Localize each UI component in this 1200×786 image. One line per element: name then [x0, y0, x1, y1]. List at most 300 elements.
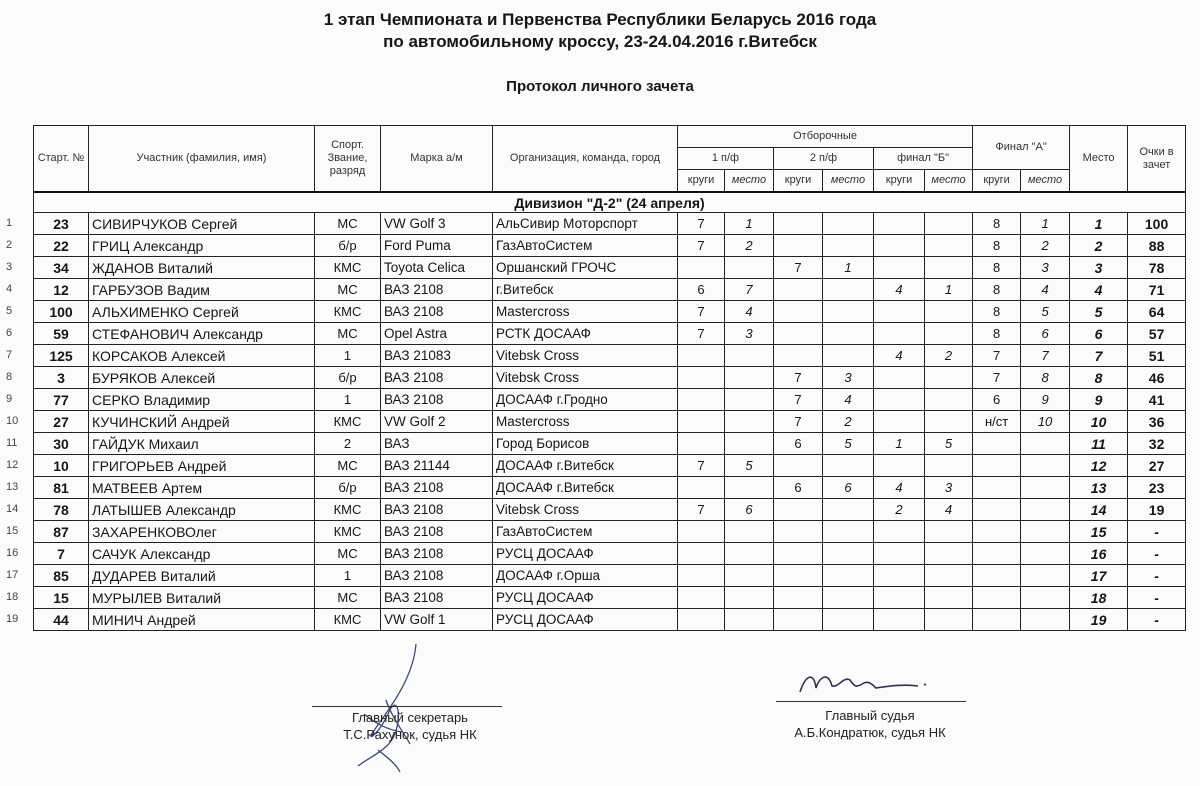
semi1-position: 7 — [725, 279, 774, 301]
organization: Mastercross — [493, 301, 678, 323]
car-model: ВАЗ 2108 — [381, 565, 493, 587]
finalb-position: 4 — [925, 499, 973, 521]
semi1-laps — [678, 587, 725, 609]
start-number: 77 — [34, 389, 89, 411]
semi1-laps — [678, 565, 725, 587]
sport-rank: 2 — [315, 433, 381, 455]
finalb-position — [925, 235, 973, 257]
semi1-position — [725, 367, 774, 389]
finalb-position: 3 — [925, 477, 973, 499]
finalb-laps — [874, 521, 925, 543]
semi1-position: 5 — [725, 455, 774, 477]
table-row — [34, 609, 1186, 631]
row-index: 6 — [6, 326, 13, 339]
points: 78 — [1128, 257, 1186, 279]
semi1-position: 1 — [725, 213, 774, 235]
organization: ГазАвтоСистем — [493, 235, 678, 257]
start-number: 10 — [34, 455, 89, 477]
chief-judge-signature — [792, 662, 962, 702]
participant-name: БУРЯКОВ Алексей — [89, 367, 315, 389]
start-number: 27 — [34, 411, 89, 433]
semi2-position: 6 — [823, 477, 874, 499]
semi2-position — [823, 213, 874, 235]
finala-position: 2 — [1021, 235, 1070, 257]
finalb-laps — [874, 257, 925, 279]
participant-name: МУРЫЛЕВ Виталий — [89, 587, 315, 609]
organization: Vitebsk Cross — [493, 367, 678, 389]
points: - — [1128, 609, 1186, 631]
points: 71 — [1128, 279, 1186, 301]
finala-laps — [973, 455, 1021, 477]
row-index: 18 — [6, 590, 19, 603]
row-index: 3 — [6, 260, 13, 273]
finalb-position — [925, 323, 973, 345]
finala-laps — [973, 433, 1021, 455]
sport-rank: МС — [315, 323, 381, 345]
sport-rank: КМС — [315, 257, 381, 279]
organization: ДОСААФ г.Гродно — [493, 389, 678, 411]
sport-rank: КМС — [315, 411, 381, 433]
finalb-laps: 4 — [874, 477, 925, 499]
finala-position — [1021, 499, 1070, 521]
semi2-laps — [774, 301, 823, 323]
semi1-position — [725, 433, 774, 455]
semi1-position: 6 — [725, 499, 774, 521]
participant-name: ЗАХАРЕНКОВОлег — [89, 521, 315, 543]
col-laps: круги — [874, 170, 925, 193]
participant-name: МАТВЕЕВ Артем — [89, 477, 315, 499]
place: 12 — [1070, 455, 1128, 477]
finalb-position: 2 — [925, 345, 973, 367]
finala-position — [1021, 565, 1070, 587]
participant-name: СИВИРЧУКОВ Сергей — [89, 213, 315, 235]
start-number: 22 — [34, 235, 89, 257]
finalb-position — [925, 367, 973, 389]
points: 41 — [1128, 389, 1186, 411]
semi2-laps — [774, 235, 823, 257]
sport-rank: б/р — [315, 477, 381, 499]
start-number: 15 — [34, 587, 89, 609]
semi2-laps — [774, 587, 823, 609]
place: 7 — [1070, 345, 1128, 367]
car-model: Opel Astra — [381, 323, 493, 345]
table-row — [34, 433, 1186, 455]
chief-judge-name: А.Б.Кондратюк, судья НК — [794, 725, 946, 740]
finalb-laps — [874, 565, 925, 587]
place: 17 — [1070, 565, 1128, 587]
participant-name: КОРСАКОВ Алексей — [89, 345, 315, 367]
finalb-laps — [874, 455, 925, 477]
finala-laps — [973, 499, 1021, 521]
semi2-laps — [774, 279, 823, 301]
semi1-laps — [678, 257, 725, 279]
finalb-laps: 4 — [874, 279, 925, 301]
participant-name: ГАРБУЗОВ Вадим — [89, 279, 315, 301]
place: 15 — [1070, 521, 1128, 543]
car-model: VW Golf 3 — [381, 213, 493, 235]
col-start-no: Старт. № — [34, 126, 89, 193]
finala-laps: 8 — [973, 257, 1021, 279]
start-number: 125 — [34, 345, 89, 367]
table-row — [34, 279, 1186, 301]
semi1-position: 3 — [725, 323, 774, 345]
col-semi-1: 1 п/ф — [678, 148, 774, 170]
semi1-position — [725, 389, 774, 411]
points: 100 — [1128, 213, 1186, 235]
col-semi-2: 2 п/ф — [774, 148, 874, 170]
points: 51 — [1128, 345, 1186, 367]
participant-name: ЛАТЫШЕВ Александр — [89, 499, 315, 521]
start-number: 78 — [34, 499, 89, 521]
car-model: ВАЗ 2108 — [381, 389, 493, 411]
row-index: 10 — [6, 414, 19, 427]
start-number: 3 — [34, 367, 89, 389]
semi2-laps — [774, 345, 823, 367]
semi1-laps — [678, 521, 725, 543]
organization: РУСЦ ДОСААФ — [493, 543, 678, 565]
table-row — [34, 367, 1186, 389]
place: 2 — [1070, 235, 1128, 257]
points: - — [1128, 587, 1186, 609]
finalb-laps — [874, 235, 925, 257]
protocol-heading: Протокол личного зачета — [506, 78, 694, 95]
car-model: ВАЗ 2108 — [381, 521, 493, 543]
semi1-laps — [678, 345, 725, 367]
finala-position — [1021, 609, 1070, 631]
finalb-laps — [874, 389, 925, 411]
finala-position — [1021, 587, 1070, 609]
finalb-position — [925, 455, 973, 477]
start-number: 30 — [34, 433, 89, 455]
semi1-laps: 7 — [678, 213, 725, 235]
place: 1 — [1070, 213, 1128, 235]
points: - — [1128, 543, 1186, 565]
semi1-position — [725, 257, 774, 279]
place: 16 — [1070, 543, 1128, 565]
sport-rank: КМС — [315, 521, 381, 543]
semi2-laps: 7 — [774, 411, 823, 433]
secretary-name: Т.С.Рахунок, судья НК — [343, 727, 477, 742]
semi2-position — [823, 301, 874, 323]
finala-position: 4 — [1021, 279, 1070, 301]
semi2-position — [823, 279, 874, 301]
start-number: 7 — [34, 543, 89, 565]
finalb-position — [925, 543, 973, 565]
finalb-laps: 4 — [874, 345, 925, 367]
row-index: 12 — [6, 458, 19, 471]
participant-name: ГРИЦ Александр — [89, 235, 315, 257]
finalb-position — [925, 301, 973, 323]
finala-position: 7 — [1021, 345, 1070, 367]
semi1-laps: 7 — [678, 499, 725, 521]
finalb-laps — [874, 323, 925, 345]
participant-name: СЕРКО Владимир — [89, 389, 315, 411]
semi1-laps — [678, 411, 725, 433]
semi1-position: 2 — [725, 235, 774, 257]
organization: Vitebsk Cross — [493, 499, 678, 521]
semi2-position — [823, 455, 874, 477]
place: 4 — [1070, 279, 1128, 301]
points: - — [1128, 565, 1186, 587]
semi1-position — [725, 521, 774, 543]
finala-laps: 7 — [973, 345, 1021, 367]
finala-laps: 8 — [973, 213, 1021, 235]
organization: Mastercross — [493, 411, 678, 433]
car-model: Toyota Celica — [381, 257, 493, 279]
table-row — [34, 345, 1186, 367]
chief-judge-signature-line — [776, 701, 966, 702]
col-points: Очки в зачет — [1128, 126, 1186, 193]
row-index: 14 — [6, 502, 19, 515]
finalb-laps — [874, 411, 925, 433]
table-row — [34, 521, 1186, 543]
car-model: Ford Puma — [381, 235, 493, 257]
finala-laps: 8 — [973, 301, 1021, 323]
semi1-laps: 7 — [678, 323, 725, 345]
organization: ГазАвтоСистем — [493, 521, 678, 543]
col-pos: место — [1021, 170, 1070, 193]
points: 19 — [1128, 499, 1186, 521]
finalb-laps — [874, 213, 925, 235]
finala-position: 3 — [1021, 257, 1070, 279]
points: 23 — [1128, 477, 1186, 499]
semi1-position — [725, 565, 774, 587]
organization: Оршанский ГРОЧС — [493, 257, 678, 279]
finalb-laps — [874, 301, 925, 323]
chief-judge-block — [730, 707, 1010, 741]
semi2-position: 4 — [823, 389, 874, 411]
table-row — [34, 411, 1186, 433]
start-number: 85 — [34, 565, 89, 587]
organization: Город Борисов — [493, 433, 678, 455]
semi2-laps — [774, 543, 823, 565]
col-pos: место — [925, 170, 973, 193]
finala-position: 9 — [1021, 389, 1070, 411]
finala-position: 5 — [1021, 301, 1070, 323]
finalb-position — [925, 521, 973, 543]
col-participant: Участник (фамилия, имя) — [89, 126, 315, 193]
col-place: Место — [1070, 126, 1128, 193]
chief-judge-role: Главный судья — [825, 708, 915, 723]
col-pos: место — [823, 170, 874, 193]
finala-position — [1021, 477, 1070, 499]
participant-name: ГРИГОРЬЕВ Андрей — [89, 455, 315, 477]
secretary-block — [270, 709, 550, 743]
semi1-laps — [678, 389, 725, 411]
finalb-position: 5 — [925, 433, 973, 455]
participant-name: ЖДАНОВ Виталий — [89, 257, 315, 279]
finala-position: 10 — [1021, 411, 1070, 433]
semi1-position — [725, 543, 774, 565]
points: 46 — [1128, 367, 1186, 389]
row-index: 4 — [6, 282, 13, 295]
semi1-position — [725, 477, 774, 499]
place: 18 — [1070, 587, 1128, 609]
table-row — [34, 543, 1186, 565]
semi1-laps: 7 — [678, 301, 725, 323]
sport-rank: МС — [315, 543, 381, 565]
row-index: 11 — [6, 436, 18, 449]
place: 14 — [1070, 499, 1128, 521]
semi2-position — [823, 587, 874, 609]
finalb-position — [925, 389, 973, 411]
organization: ДОСААФ г.Орша — [493, 565, 678, 587]
sport-rank: б/р — [315, 235, 381, 257]
semi2-laps — [774, 521, 823, 543]
col-qualifying: Отборочные — [678, 126, 973, 148]
finala-laps — [973, 477, 1021, 499]
semi2-position: 2 — [823, 411, 874, 433]
col-final-b: финал "Б" — [874, 148, 973, 170]
finala-laps: 7 — [973, 367, 1021, 389]
points: 32 — [1128, 433, 1186, 455]
row-index: 1 — [6, 216, 13, 229]
finalb-position — [925, 565, 973, 587]
car-model: ВАЗ 2108 — [381, 477, 493, 499]
col-final-a: Финал "А" — [973, 126, 1070, 170]
secretary-signature-line — [312, 706, 502, 707]
semi2-position — [823, 565, 874, 587]
row-index: 2 — [6, 238, 13, 251]
semi1-laps: 7 — [678, 235, 725, 257]
finala-position: 8 — [1021, 367, 1070, 389]
row-index: 9 — [6, 392, 13, 405]
semi1-laps — [678, 477, 725, 499]
table-row — [34, 565, 1186, 587]
finalb-position — [925, 609, 973, 631]
finalb-laps — [874, 609, 925, 631]
semi1-position: 4 — [725, 301, 774, 323]
table-row — [34, 235, 1186, 257]
sport-rank: б/р — [315, 367, 381, 389]
finalb-position — [925, 213, 973, 235]
car-model: ВАЗ 2108 — [381, 543, 493, 565]
semi2-position — [823, 543, 874, 565]
place: 13 — [1070, 477, 1128, 499]
points: 27 — [1128, 455, 1186, 477]
semi1-laps — [678, 609, 725, 631]
finala-position — [1021, 543, 1070, 565]
participant-name: СТЕФАНОВИЧ Александр — [89, 323, 315, 345]
finalb-position — [925, 257, 973, 279]
col-laps: круги — [973, 170, 1021, 193]
col-organization: Организация, команда, город — [493, 126, 678, 193]
semi2-laps: 7 — [774, 367, 823, 389]
participant-name: САЧУК Александр — [89, 543, 315, 565]
start-number: 34 — [34, 257, 89, 279]
points: 57 — [1128, 323, 1186, 345]
start-number: 59 — [34, 323, 89, 345]
finala-laps: 8 — [973, 323, 1021, 345]
start-number: 44 — [34, 609, 89, 631]
row-index: 8 — [6, 370, 13, 383]
sport-rank: 1 — [315, 389, 381, 411]
semi2-laps — [774, 213, 823, 235]
sport-rank: 1 — [315, 565, 381, 587]
semi2-position: 1 — [823, 257, 874, 279]
row-index: 17 — [6, 568, 19, 581]
semi2-position — [823, 345, 874, 367]
sport-rank: МС — [315, 587, 381, 609]
sport-rank: МС — [315, 455, 381, 477]
row-index: 13 — [6, 480, 19, 493]
finala-laps — [973, 565, 1021, 587]
finala-laps: н/ст — [973, 411, 1021, 433]
car-model: ВАЗ 21144 — [381, 455, 493, 477]
sport-rank: КМС — [315, 609, 381, 631]
car-model: ВАЗ 2108 — [381, 301, 493, 323]
participant-name: ДУДАРЕВ Виталий — [89, 565, 315, 587]
finala-position: 6 — [1021, 323, 1070, 345]
table-row — [34, 301, 1186, 323]
semi2-laps — [774, 609, 823, 631]
points: 64 — [1128, 301, 1186, 323]
start-number: 87 — [34, 521, 89, 543]
sport-rank: МС — [315, 279, 381, 301]
place: 6 — [1070, 323, 1128, 345]
col-car: Марка а/м — [381, 126, 493, 193]
col-rank: Спорт. Звание, разряд — [315, 126, 381, 193]
finala-laps — [973, 587, 1021, 609]
car-model: ВАЗ 2108 — [381, 367, 493, 389]
car-model: VW Golf 2 — [381, 411, 493, 433]
semi2-position — [823, 499, 874, 521]
finala-laps: 6 — [973, 389, 1021, 411]
col-laps: круги — [678, 170, 725, 193]
sport-rank: 1 — [315, 345, 381, 367]
points: 88 — [1128, 235, 1186, 257]
finalb-laps — [874, 367, 925, 389]
finala-laps: 8 — [973, 279, 1021, 301]
finala-position — [1021, 521, 1070, 543]
table-row — [34, 499, 1186, 521]
semi2-laps — [774, 455, 823, 477]
row-index: 16 — [6, 546, 19, 559]
participant-name: ГАЙДУК Михаил — [89, 433, 315, 455]
row-index: 5 — [6, 304, 13, 317]
place: 3 — [1070, 257, 1128, 279]
finalb-position: 1 — [925, 279, 973, 301]
organization: РУСЦ ДОСААФ — [493, 587, 678, 609]
semi1-laps — [678, 367, 725, 389]
table-row — [34, 257, 1186, 279]
place: 10 — [1070, 411, 1128, 433]
col-laps: круги — [774, 170, 823, 193]
car-model: VW Golf 1 — [381, 609, 493, 631]
start-number: 81 — [34, 477, 89, 499]
row-index: 7 — [6, 348, 13, 361]
semi1-laps — [678, 433, 725, 455]
car-model: ВАЗ 2108 — [381, 499, 493, 521]
finala-position: 1 — [1021, 213, 1070, 235]
division-header: Дивизион "Д-2" (24 апреля) — [34, 192, 1186, 213]
finalb-laps — [874, 587, 925, 609]
semi2-laps — [774, 499, 823, 521]
table-row — [34, 323, 1186, 345]
car-model: ВАЗ 2108 — [381, 587, 493, 609]
start-number: 12 — [34, 279, 89, 301]
organization: Vitebsk Cross — [493, 345, 678, 367]
semi2-position — [823, 609, 874, 631]
semi2-laps: 6 — [774, 477, 823, 499]
semi1-position — [725, 609, 774, 631]
place: 11 — [1070, 433, 1128, 455]
finala-laps — [973, 543, 1021, 565]
car-model: ВАЗ 2108 — [381, 279, 493, 301]
place: 8 — [1070, 367, 1128, 389]
semi2-position: 3 — [823, 367, 874, 389]
organization: г.Витебск — [493, 279, 678, 301]
